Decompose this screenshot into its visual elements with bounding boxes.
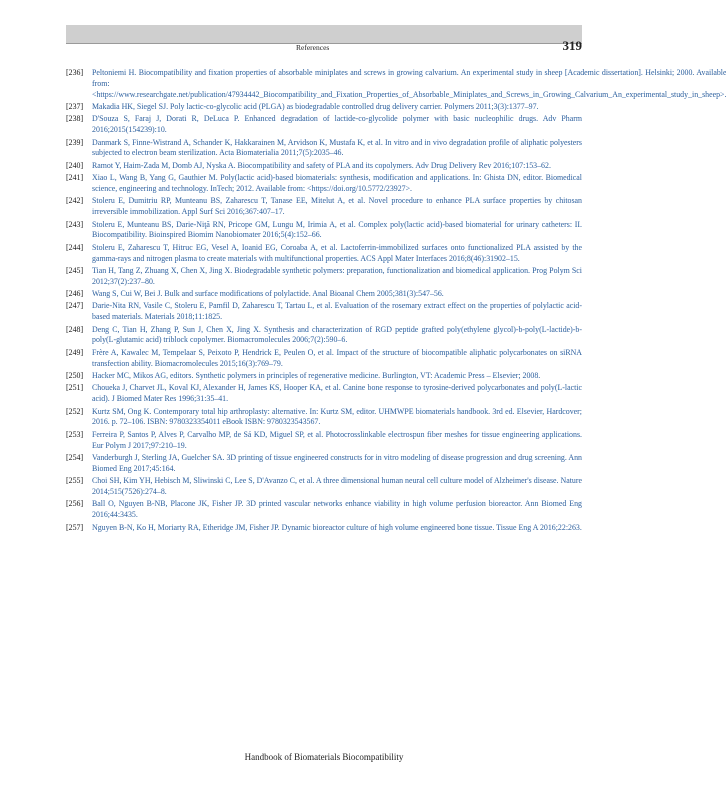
- reference-list: [66, 68, 726, 535]
- reference-citation-link[interactable]: Stoleru E, Zaharescu T, Hitruc EG, Vesel A, Ioanid EG, Coroaba A, et al. Lactoferrin-immobilized surfaces onto functionalized PLA assisted by the gamma-rays and nitrogen plasma to create materials with multifunctional properties. ACS Appl Mater Interfaces 2016;8(46):31902–15.: [92, 242, 582, 263]
- reference-number: [237]: [66, 101, 84, 111]
- reference-number: [244]: [66, 242, 84, 252]
- reference-entry: [66, 173, 582, 195]
- reference-citation-link[interactable]: Wang S, Cui W, Bei J. Bulk and surface modifications of polylactide. Anal Bioanal Chem 2005;381(3):547–56.: [92, 289, 444, 299]
- reference-citation-link[interactable]: Makadia HK, Siegel SJ. Poly lactic-co-glycolic acid (PLGA) as biodegradable controlled drug delivery carrier. Polymers 2011;3(3):1377–97.: [92, 101, 539, 111]
- reference-entry: [66, 499, 582, 521]
- reference-entry: [66, 325, 582, 347]
- reference-entry: [66, 476, 582, 498]
- reference-citation-link[interactable]: Vanderburgh J, Sterling JA, Guelcher SA. 3D printing of tissue engineered constructs for in vitro modeling of disease progression and drug screening. Ann Biomed Eng 2017;45:164.: [92, 452, 582, 473]
- reference-citation-link[interactable]: Danmark S, Finne-Wistrand A, Schander K, Hakkarainen M, Arvidson K, Mustafa K, et al. In vitro and in vivo degradation profile of aliphatic polyesters subjected to electron beam sterilization. Acta Biomaterialia 2011;7(5):2035–46.: [92, 137, 582, 158]
- reference-number: [249]: [66, 347, 84, 357]
- reference-number: [257]: [66, 522, 84, 532]
- reference-number: [238]: [66, 114, 84, 124]
- reference-citation-link[interactable]: Frère A, Kawalec M, Tempelaar S, Peixoto P, Hendrick E, Peulen O, et al. Impact of the structure of biocompatible aliphatic polycarbonates on siRNA transfection ability. Biomacromolecules 2015;16(3):769–79.: [92, 347, 582, 368]
- reference-citation-link[interactable]: Ramot Y, Haim-Zada M, Domb AJ, Nyska A. Biocompatibility and safety of PLA and its copolymers. Adv Drug Delivery Rev 2016;107:153–62.: [92, 160, 551, 170]
- reference-number: [242]: [66, 196, 84, 206]
- reference-entry: [66, 407, 582, 429]
- reference-number: [248]: [66, 324, 84, 334]
- reference-entry: [66, 383, 582, 405]
- reference-number: [239]: [66, 137, 84, 147]
- reference-citation-link[interactable]: Nguyen B-N, Ko H, Moriarty RA, Etheridge JM, Fisher JP. Dynamic bioreactor culture of high volume engineered bone tissue. Tissue Eng A 2016;22:263.: [92, 522, 582, 532]
- reference-entry: [66, 301, 582, 323]
- reference-entry: [66, 138, 582, 160]
- reference-citation-link[interactable]: Kurtz SM, Ong K. Contemporary total hip arthroplasty: alternative. In: Kurtz SM, editor. UHMWPE biomaterials handbook. 3rd ed. Elsevier, Hardcover; 2016. p. 72–106. ISBN: 9780323354011 eBook ISBN: 9780323543567.: [92, 406, 582, 427]
- reference-entry: [66, 196, 582, 218]
- reference-number: [245]: [66, 265, 84, 275]
- reference-entry: [66, 266, 582, 288]
- reference-citation-link[interactable]: Ferreira P, Santos P, Alves P, Carvalho MP, de Sá KD, Miguel SP, et al. Photocrosslinkable electrospun fiber meshes for tissue engineering applications. Eur Polym J 2017;97:210–19.: [92, 429, 582, 450]
- reference-entry: [66, 289, 582, 300]
- reference-number: [247]: [66, 301, 84, 311]
- reference-number: [243]: [66, 219, 84, 229]
- reference-entry: [66, 523, 582, 534]
- running-head: References: [296, 43, 330, 52]
- reference-citation-link[interactable]: Hacker MC, Mikos AG, editors. Synthetic polymers in principles of regenerative medicine. Burlington, VT: Academic Press – Elsevier; 2008.: [92, 371, 541, 381]
- header-band: [66, 25, 582, 43]
- reference-citation-link[interactable]: Choi SH, Kim YH, Hebisch M, Sliwinski C, Lee S, D'Avanzo C, et al. A three dimensional human neural cell culture model of Alzheimer's disease. Nature 2014;515(7526):274–8.: [92, 476, 582, 496]
- reference-citation-link[interactable]: Deng C, Tian H, Zhang P, Sun J, Chen X, Jing X. Synthesis and characterization of RGD peptide grafted poly(ethylene glycol)-b-poly(L-lactide)-b-poly(L-glutamic acid) triblock copolymer. Biomacromolecules 2006;7(2):590–6.: [92, 324, 582, 345]
- reference-number: [240]: [66, 160, 84, 170]
- reference-citation-link[interactable]: Darie-Nita RN, Vasile C, Stoleru E, Pamfil D, Zaharescu T, Tartau L, et al. Evaluation of the rosemary extract effect on the properties of polylactic acid-based materials. Materials 2018;11:1825.: [92, 301, 582, 322]
- reference-number: [250]: [66, 371, 84, 381]
- reference-entry: [66, 243, 582, 265]
- reference-number: [253]: [66, 429, 84, 439]
- reference-entry: [66, 102, 582, 113]
- reference-citation-link[interactable]: Ball O, Nguyen B-NB, Placone JK, Fisher JP. 3D printed vascular networks enhance viability in high volume perfusion bioreactor. Ann Biomed Eng 2016;44:3435.: [92, 499, 582, 520]
- reference-citation-link[interactable]: Tian H, Tang Z, Zhuang X, Chen X, Jing X. Biodegradable synthetic polymers: preparation, functionalization and biomedical application. Prog Polym Sci 2012;37(2):237–80.: [92, 265, 582, 286]
- reference-citation-link[interactable]: D'Souza S, Faraj J, Dorati R, DeLuca P. Enhanced degradation of lactide-co-glycolide polymer with basic nucleophilic drugs. Adv Pharm 2016;2015(154239):10.: [92, 114, 582, 135]
- reference-number: [256]: [66, 499, 84, 509]
- reference-number: [241]: [66, 173, 84, 183]
- reference-citation-link[interactable]: Choueka J, Charvet JL, Koval KJ, Alexander H, James KS, Hooper KA, et al. Canine bone response to tyrosine-derived polycarbonates and poly(L-lactic acid). J Biomed Mater Res 1996;31:35–41.: [92, 383, 582, 404]
- reference-entry: [66, 453, 582, 475]
- reference-number: [255]: [66, 476, 84, 486]
- reference-citation-link[interactable]: Xiao L, Wang B, Yang G, Gauthier M. Poly(lactic acid)-based biomaterials: synthesis, modification and applications. In: Ghista DN, editor. Biomedical science, engineering and technology. InTech; 2012. Available from: <https://doi.org/10.5772/23927>.: [92, 173, 582, 193]
- reference-citation-link[interactable]: Stoleru E, Munteanu BS, Darie-Niţă RN, Pricope GM, Lungu M, Irimia A, et al. Complex poly(lactic acid)-based biomaterial for urinary catheters: II. Biocompatibility. Bioinspired Biomim Nanobiomater 2016;5(4):152–66.: [92, 219, 582, 240]
- reference-number: [254]: [66, 452, 84, 462]
- reference-entry: [66, 114, 582, 136]
- reference-citation-link[interactable]: Stoleru E, Dumitriu RP, Munteanu BS, Zaharescu T, Tanase EE, Mitelut A, et al. Novel procedure to enhance PLA surface properties by chitosan irreversible immobilization. Appl Surf Sci 2016;367:407–17.: [92, 196, 582, 217]
- reference-entry: [66, 220, 582, 242]
- reference-citation-link[interactable]: Peltoniemi H. Biocompatibility and fixation properties of absorbable miniplates and screws in growing calvarium. An experimental study in sheep [Academic dissertation]. Helsinki; 2000. Available from: <https://www.researchgate.net/publication/47934442_Biocompatibility_and_Fixation_Properties_of_Absorbable_Miniplates_and_Screws_in_Growing_Calvarium_An_experimental_study_in_sheep>.: [92, 68, 726, 99]
- page-number: 319: [562, 38, 582, 53]
- reference-entry: [66, 348, 582, 370]
- reference-entry: [66, 161, 582, 172]
- reference-entry: [66, 68, 726, 100]
- reference-number: [251]: [66, 383, 84, 393]
- footer-book-title: Handbook of Biomaterials Biocompatibility: [244, 752, 404, 762]
- reference-number: [252]: [66, 406, 84, 416]
- reference-number: [246]: [66, 289, 84, 299]
- reference-number: [236]: [66, 68, 84, 77]
- reference-entry: [66, 430, 582, 452]
- reference-entry: [66, 371, 582, 382]
